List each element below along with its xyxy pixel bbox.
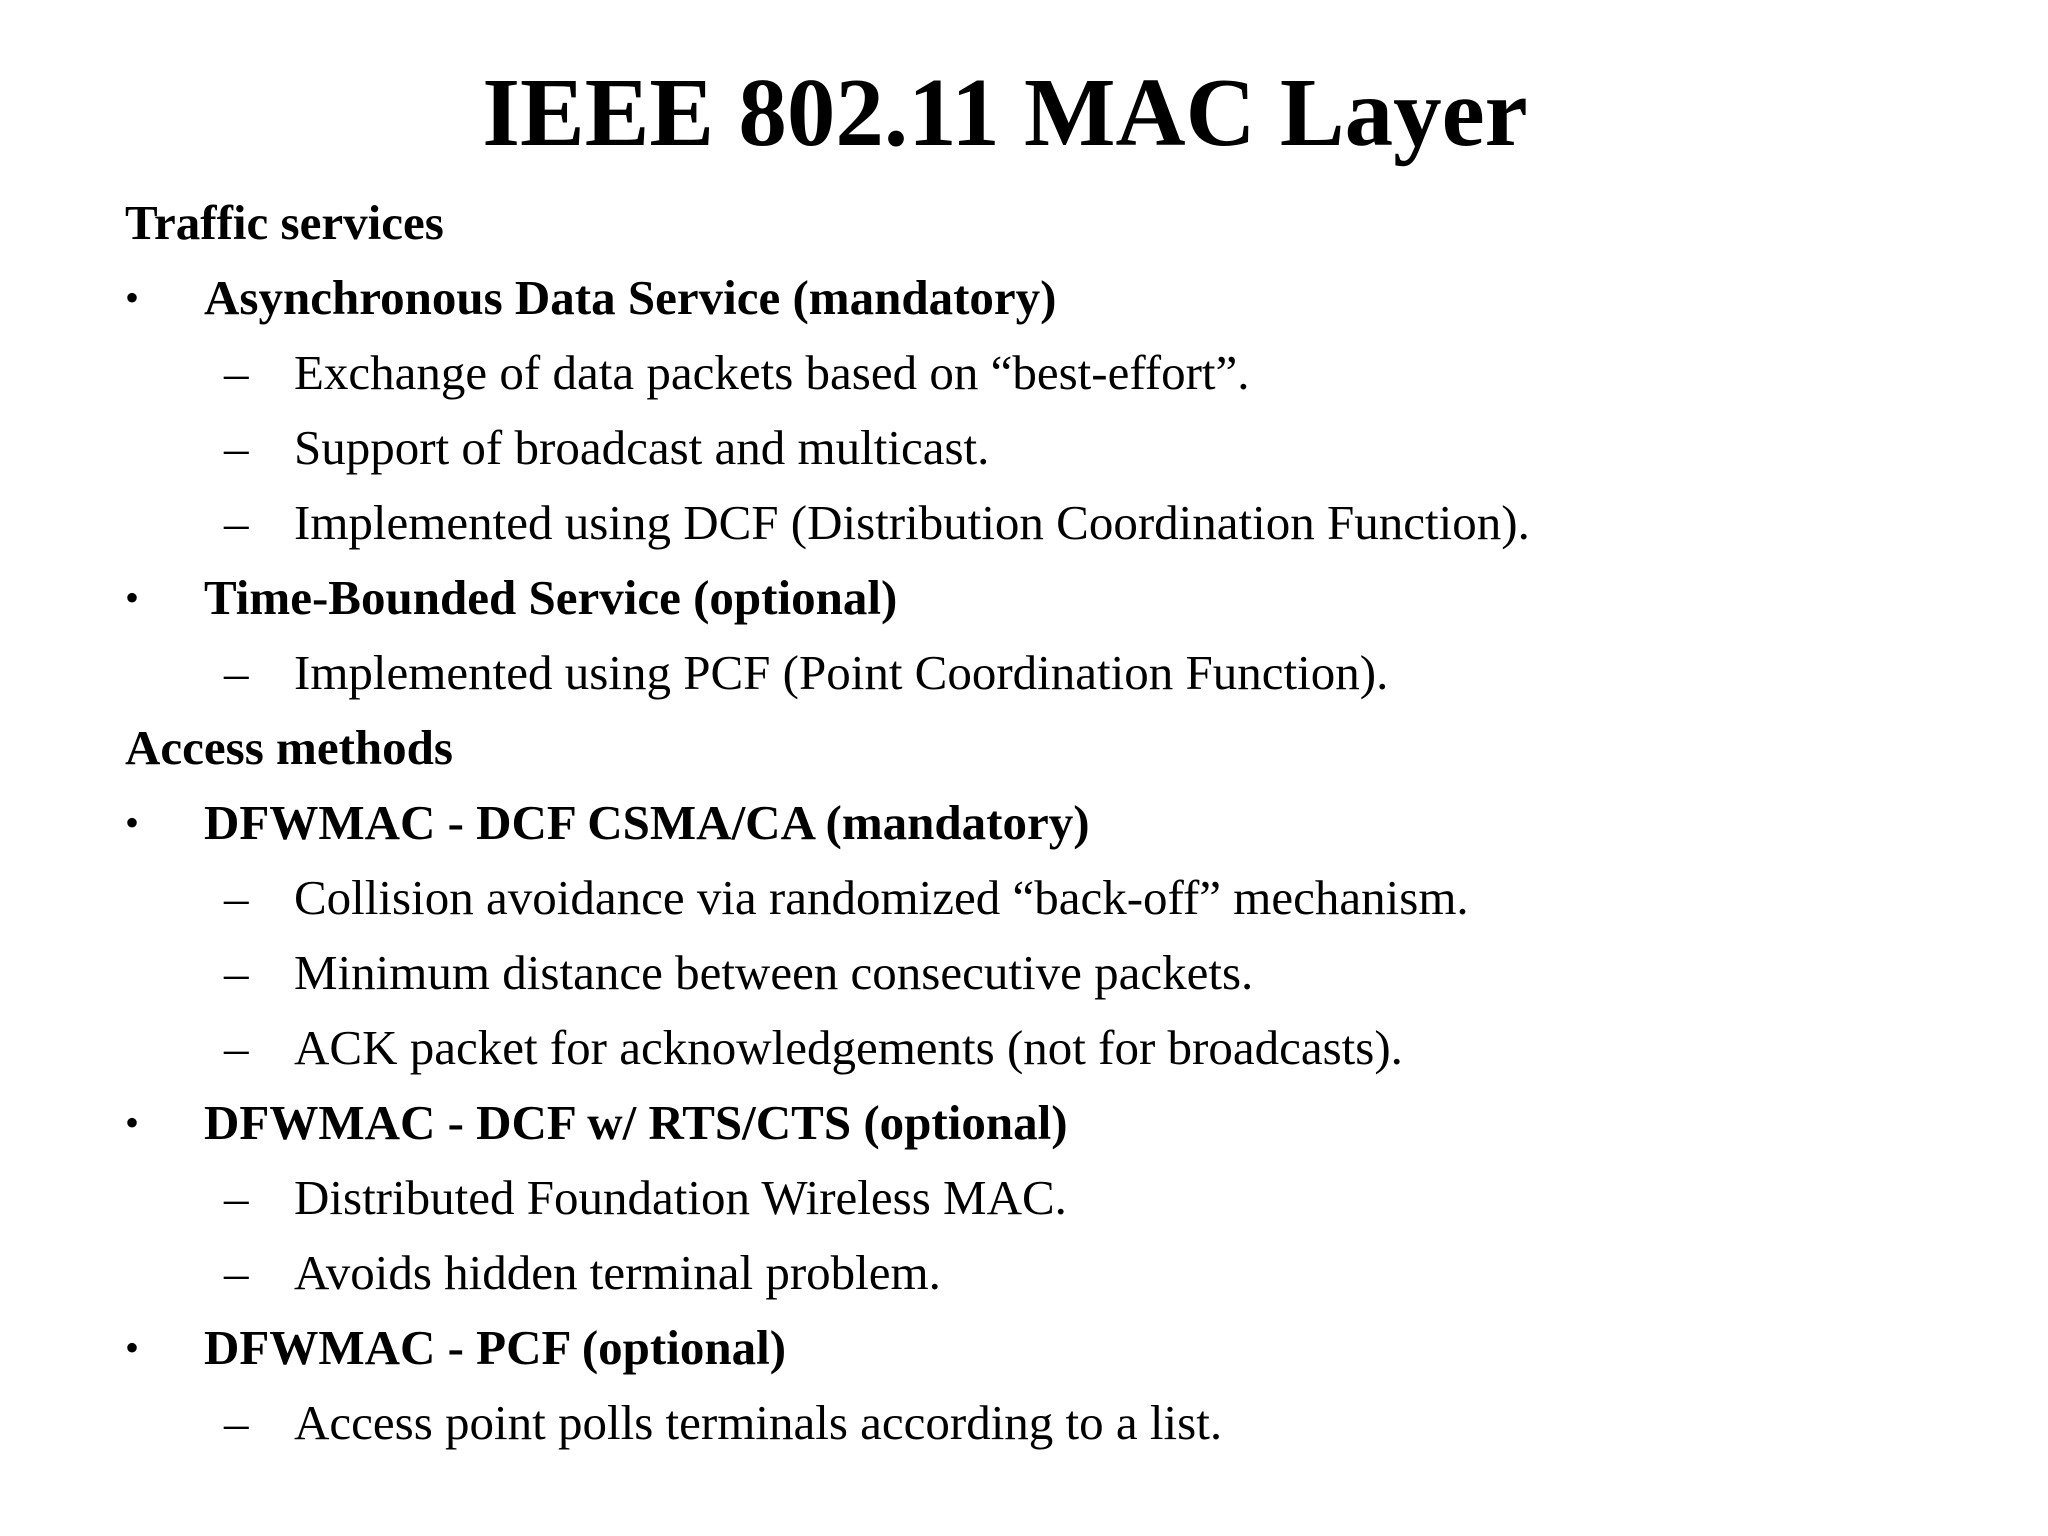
sub-list-item-text: Minimum distance between consecutive packets. <box>294 945 1254 1000</box>
section-heading-access-methods: Access methods <box>125 720 453 775</box>
list-item-label: DFWMAC - DCF w/ RTS/CTS (optional) <box>204 1095 1068 1150</box>
sub-list-item-text: Implemented using DCF (Distribution Coordination Function). <box>294 495 1530 550</box>
dash-icon: – <box>224 945 249 1000</box>
bullet-icon: • <box>125 1325 140 1370</box>
section-heading-traffic-services: Traffic services <box>125 195 444 250</box>
sub-list-item-text: Access point polls terminals according to a list. <box>294 1395 1223 1450</box>
dash-icon: – <box>224 1395 249 1450</box>
dash-icon: – <box>224 1020 249 1075</box>
sub-list-item-text: Avoids hidden terminal problem. <box>294 1245 941 1300</box>
sub-list-item-text: Distributed Foundation Wireless MAC. <box>294 1170 1067 1225</box>
list-item-label: DFWMAC - DCF CSMA/CA (mandatory) <box>204 795 1090 850</box>
sub-list-item-text: Exchange of data packets based on “best-effort”. <box>294 345 1250 400</box>
slide-title: IEEE 802.11 MAC Layer <box>482 59 1528 166</box>
sub-list-item-text: Support of broadcast and multicast. <box>294 420 990 475</box>
dash-icon: – <box>224 1245 249 1300</box>
list-item-label: Time-Bounded Service (optional) <box>204 570 898 625</box>
dash-icon: – <box>224 645 249 700</box>
bullet-icon: • <box>125 1100 140 1145</box>
dash-icon: – <box>224 870 249 925</box>
dash-icon: – <box>224 1170 249 1225</box>
bullet-icon: • <box>125 800 140 845</box>
sub-list-item-text: ACK packet for acknowledgements (not for broadcasts). <box>294 1020 1403 1075</box>
dash-icon: – <box>224 345 249 400</box>
dash-icon: – <box>224 420 249 475</box>
bullet-icon: • <box>125 275 140 320</box>
sub-list-item-text: Collision avoidance via randomized “back-off” mechanism. <box>294 870 1469 925</box>
bullet-icon: • <box>125 575 140 620</box>
sub-list-item-text: Implemented using PCF (Point Coordination Function). <box>294 645 1389 700</box>
dash-icon: – <box>224 495 249 550</box>
list-item-label: DFWMAC - PCF (optional) <box>204 1320 787 1375</box>
list-item-label: Asynchronous Data Service (mandatory) <box>204 270 1057 325</box>
